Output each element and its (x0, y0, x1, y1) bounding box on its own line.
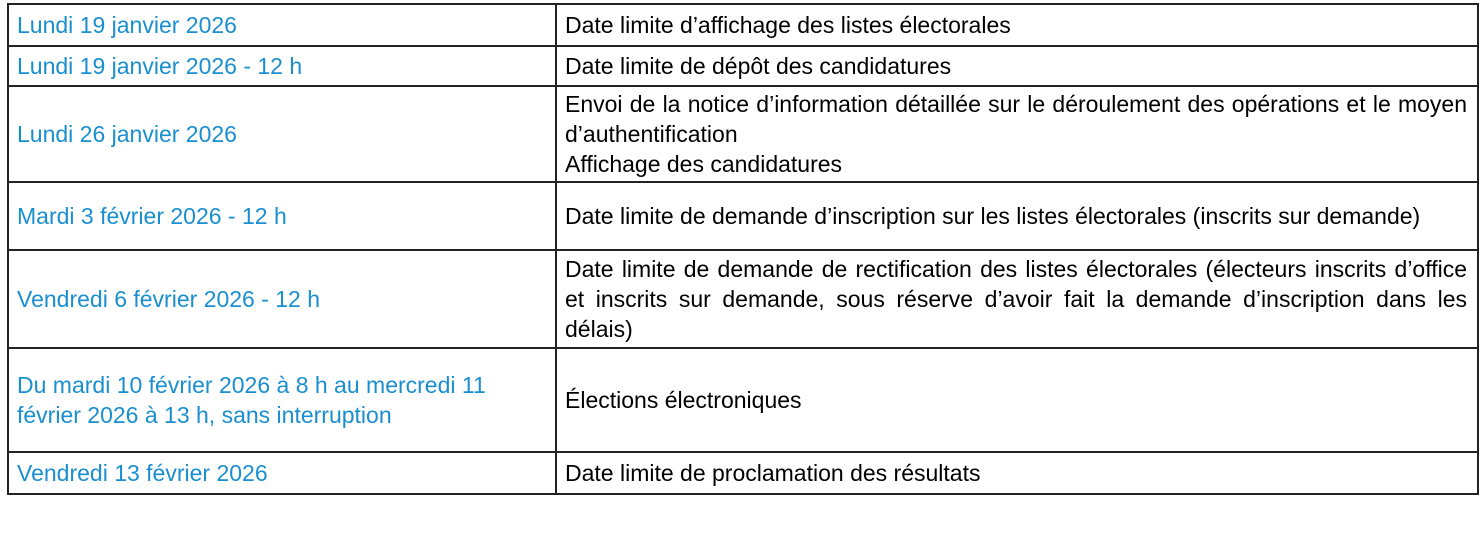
date-cell (8, 452, 556, 494)
date-cell (8, 46, 556, 86)
description-line: Date limite de demande d’inscription sur les listes électorales (inscrits sur demande) (565, 203, 1421, 229)
description-cell (556, 250, 1478, 348)
date-text: Du mardi 10 février 2026 à 8 h au mercredi 11 février 2026 à 13 h, sans interruption (17, 372, 486, 428)
table-row (8, 182, 1478, 250)
table-row (8, 452, 1478, 494)
description-line: Envoi de la notice d’information détaillée sur le déroulement des opérations et le moyen d’authentification (565, 91, 1467, 147)
date-cell (8, 86, 556, 182)
description-line: Date limite d’affichage des listes électorales (565, 12, 1011, 38)
date-cell (8, 250, 556, 348)
date-text: Mardi 3 février 2026 - 12 h (17, 203, 287, 229)
description-cell (556, 348, 1478, 452)
description-cell (556, 4, 1478, 46)
description-cell (556, 182, 1478, 250)
table-row (8, 86, 1478, 182)
election-schedule-table (7, 3, 1479, 495)
table-row (8, 348, 1478, 452)
description-line: Affichage des candidatures (565, 151, 843, 177)
date-cell (8, 348, 556, 452)
table-row (8, 4, 1478, 46)
date-cell (8, 4, 556, 46)
date-cell (8, 182, 556, 250)
description-line: Date limite de demande de rectification des listes électorales (électeurs inscrits d’office et inscrits sur demande, sous réserve d’avoir fait la demande d’inscription dans les délais) (565, 256, 1467, 342)
description-line: Élections électroniques (565, 387, 802, 413)
table-row (8, 250, 1478, 348)
date-text: Lundi 26 janvier 2026 (17, 121, 237, 147)
date-text: Vendredi 13 février 2026 (17, 460, 268, 486)
date-text: Lundi 19 janvier 2026 - 12 h (17, 53, 303, 79)
description-cell (556, 86, 1478, 182)
description-line: Date limite de proclamation des résultats (565, 460, 981, 486)
description-cell (556, 452, 1478, 494)
description-line: Date limite de dépôt des candidatures (565, 53, 952, 79)
date-text: Vendredi 6 février 2026 - 12 h (17, 286, 321, 312)
date-text: Lundi 19 janvier 2026 (17, 12, 237, 38)
description-cell (556, 46, 1478, 86)
table-row (8, 46, 1478, 86)
